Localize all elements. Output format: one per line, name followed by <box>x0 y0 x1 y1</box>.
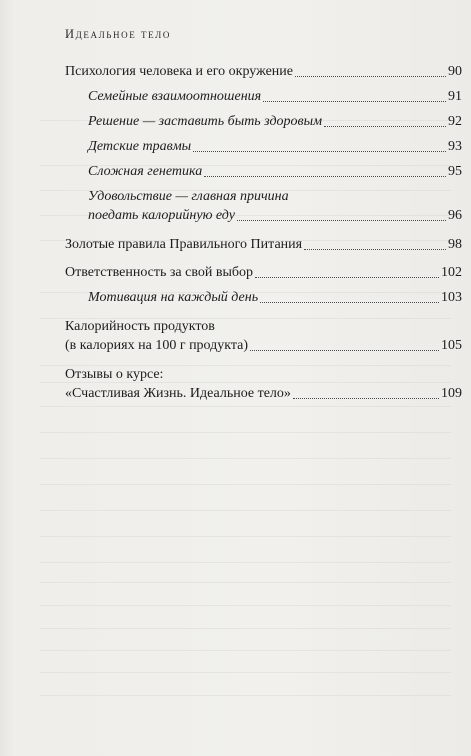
toc-entry-title-line1: Отзывы о курсе: <box>65 367 164 382</box>
dot-leader <box>324 126 446 127</box>
toc-entry-title: Семейные взаимоотношения <box>88 89 262 104</box>
toc-page-number: 98 <box>448 237 462 252</box>
toc-page-number: 109 <box>441 386 462 401</box>
toc-entry-psychology[interactable] <box>65 62 462 81</box>
dot-leader <box>237 220 446 221</box>
toc-page-number: 96 <box>448 208 462 223</box>
toc-entry-title: Золотые правила Правильного Питания <box>65 237 303 252</box>
dot-leader <box>263 101 446 102</box>
toc-entry-title-line2: поедать калорийную еду <box>88 208 235 223</box>
toc-entry-golden-rules[interactable] <box>65 235 462 254</box>
toc-page-number: 92 <box>448 114 462 129</box>
toc-entry-title: Психология человека и его окружение <box>65 64 293 79</box>
toc-entry-calories[interactable] <box>65 317 462 355</box>
toc-entry-title-line1: Калорийность продуктов <box>65 319 215 334</box>
toc-entry-genetics[interactable] <box>65 162 462 181</box>
toc-entry-title: Детские травмы <box>88 139 192 154</box>
dot-leader <box>193 151 446 152</box>
toc-page-number: 105 <box>441 338 462 353</box>
toc-page-number: 95 <box>448 164 462 179</box>
dot-leader <box>250 350 439 351</box>
dot-leader <box>260 302 439 303</box>
running-head: Идеальное тело <box>65 27 171 41</box>
dot-leader <box>293 398 439 399</box>
toc-entry-childhood[interactable] <box>65 137 462 156</box>
dot-leader <box>255 277 439 278</box>
toc-entry-title-line1: Удовольствие — главная причина <box>88 189 289 204</box>
dot-leader <box>204 176 446 177</box>
toc-page-number: 102 <box>441 265 462 280</box>
dot-leader <box>295 76 446 77</box>
toc-page-number: 90 <box>448 64 462 79</box>
toc-entry-title-line2: (в калориях на 100 г продукта) <box>65 338 249 353</box>
toc-entry-pleasure[interactable] <box>65 187 462 225</box>
toc-entry-title: Сложная генетика <box>88 164 203 179</box>
toc-page-number: 103 <box>441 290 462 305</box>
toc-entry-decision[interactable] <box>65 112 462 131</box>
toc-page-number: 91 <box>448 89 462 104</box>
toc-entry-title: Мотивация на каждый день <box>88 290 259 305</box>
table-of-contents <box>65 62 462 403</box>
toc-page-number: 93 <box>448 139 462 154</box>
dot-leader <box>304 249 446 250</box>
toc-entry-reviews[interactable] <box>65 365 462 403</box>
toc-entry-title-line2: «Счастливая Жизнь. Идеальное тело» <box>65 386 291 401</box>
toc-entry-responsibility[interactable] <box>65 263 462 282</box>
toc-entry-family[interactable] <box>65 87 462 106</box>
toc-entry-title: Решение — заставить быть здоровым <box>88 114 323 129</box>
toc-entry-motivation[interactable] <box>65 288 462 307</box>
toc-entry-title: Ответственность за свой выбор <box>65 265 253 280</box>
